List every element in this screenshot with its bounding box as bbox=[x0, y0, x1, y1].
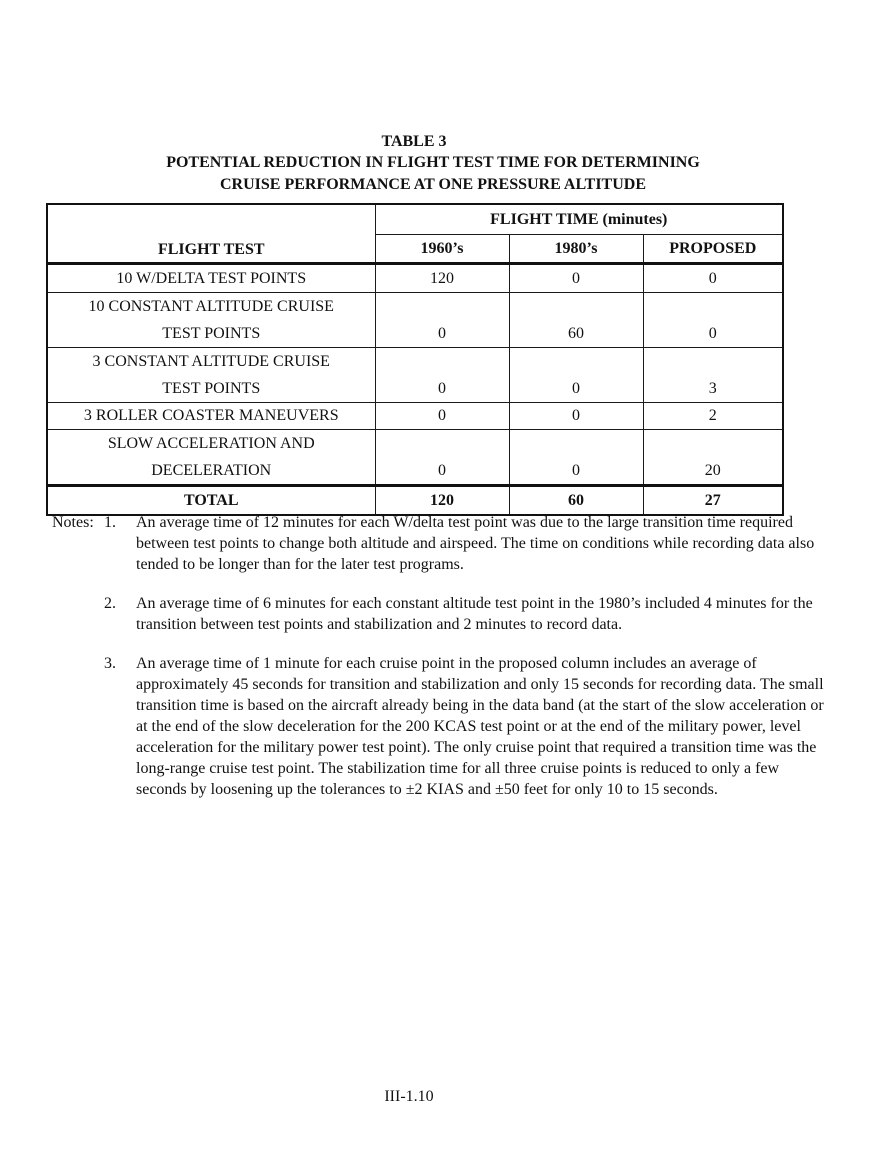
cell-1960s: 0 bbox=[375, 348, 509, 403]
row-label bbox=[47, 293, 375, 348]
header-flight-time-group: FLIGHT TIME (minutes) bbox=[375, 204, 783, 235]
header-col-1980s: 1980’s bbox=[509, 235, 643, 264]
cell-proposed: 3 bbox=[643, 348, 783, 403]
cell-proposed: 0 bbox=[643, 264, 783, 293]
row-label-line-2: TEST POINTS bbox=[162, 325, 261, 342]
row-label bbox=[47, 430, 375, 486]
cell-proposed: 2 bbox=[643, 403, 783, 430]
cell-1980s: 0 bbox=[509, 403, 643, 430]
table-row bbox=[47, 264, 783, 293]
cell-1960s: 0 bbox=[375, 403, 509, 430]
note-number: 2. bbox=[104, 595, 116, 612]
row-label bbox=[47, 348, 375, 403]
note-number: 3. bbox=[104, 655, 116, 672]
header-flight-test: FLIGHT TEST bbox=[47, 204, 375, 264]
row-label-line-1: 10 CONSTANT ALTITUDE CRUISE bbox=[88, 298, 334, 315]
table-number: TABLE 3 bbox=[381, 133, 447, 150]
notes-label: Notes: bbox=[52, 514, 94, 531]
row-label-line-1: SLOW ACCELERATION AND bbox=[107, 435, 315, 452]
row-label: 3 ROLLER COASTER MANEUVERS bbox=[47, 403, 375, 430]
row-label: 10 W/DELTA TEST POINTS bbox=[47, 264, 375, 293]
row-label-line-1: 3 CONSTANT ALTITUDE CRUISE bbox=[92, 353, 330, 370]
cell-proposed: 0 bbox=[643, 293, 783, 348]
header-col-proposed: PROPOSED bbox=[643, 235, 783, 264]
table-title-line-2: CRUISE PERFORMANCE AT ONE PRESSURE ALTITUDE bbox=[219, 176, 646, 193]
note-3 bbox=[52, 653, 832, 800]
total-label: TOTAL bbox=[47, 486, 375, 516]
table-row bbox=[47, 403, 783, 430]
cell-1980s: 60 bbox=[509, 293, 643, 348]
note-1 bbox=[52, 512, 832, 575]
cell-proposed: 20 bbox=[643, 430, 783, 486]
header-row-group bbox=[47, 204, 783, 235]
note-text: An average time of 1 minute for each cruise point in the proposed column includes an average of approximately 45 seconds for transition and stabilization and only 15 seconds for recording data. The small transition time is based on the aircraft already being in the data band (at the start of the slow acceleration or at the end of the slow deceleration for the 200 KCAS test point or at the end of the military power, level acceleration for the military power test point). The only cruise point that required a transition time was the long-range cruise test point. The stabilization time for all three cruise points is reduced to only a few seconds by loosening up the tolerances to ±2 KIAS and ±50 feet for only 10 to 15 seconds. bbox=[136, 655, 824, 798]
note-2 bbox=[52, 593, 832, 635]
notes-section bbox=[52, 512, 832, 818]
note-number: 1. bbox=[104, 514, 116, 531]
table-row bbox=[47, 430, 783, 486]
table-title-line-1: POTENTIAL REDUCTION IN FLIGHT TEST TIME FOR DETERMINING bbox=[166, 154, 700, 171]
cell-1980s: 0 bbox=[509, 430, 643, 486]
cell-1960s: 120 bbox=[375, 264, 509, 293]
cell-1960s: 0 bbox=[375, 430, 509, 486]
flight-time-table bbox=[46, 203, 784, 516]
total-1980s: 60 bbox=[509, 486, 643, 516]
cell-1980s: 0 bbox=[509, 264, 643, 293]
page-number: III-1.10 bbox=[384, 1088, 434, 1105]
note-text: An average time of 12 minutes for each W/delta test point was due to the large transition time required between test points to change both altitude and airspeed. The time on conditions while recording data also tended to be longer than for the later test programs. bbox=[136, 514, 815, 573]
header-col-1960s: 1960’s bbox=[375, 235, 509, 264]
cell-1960s: 0 bbox=[375, 293, 509, 348]
cell-1980s: 0 bbox=[509, 348, 643, 403]
total-1960s: 120 bbox=[375, 486, 509, 516]
total-row bbox=[47, 486, 783, 516]
row-label-line-2: DECELERATION bbox=[151, 462, 272, 479]
table-row bbox=[47, 293, 783, 348]
total-proposed: 27 bbox=[643, 486, 783, 516]
row-label-line-2: TEST POINTS bbox=[162, 380, 261, 397]
note-text: An average time of 6 minutes for each constant altitude test point in the 1980’s included 4 minutes for the transition between test points and stabilization and 2 minutes to record data. bbox=[136, 595, 813, 633]
table-row bbox=[47, 348, 783, 403]
